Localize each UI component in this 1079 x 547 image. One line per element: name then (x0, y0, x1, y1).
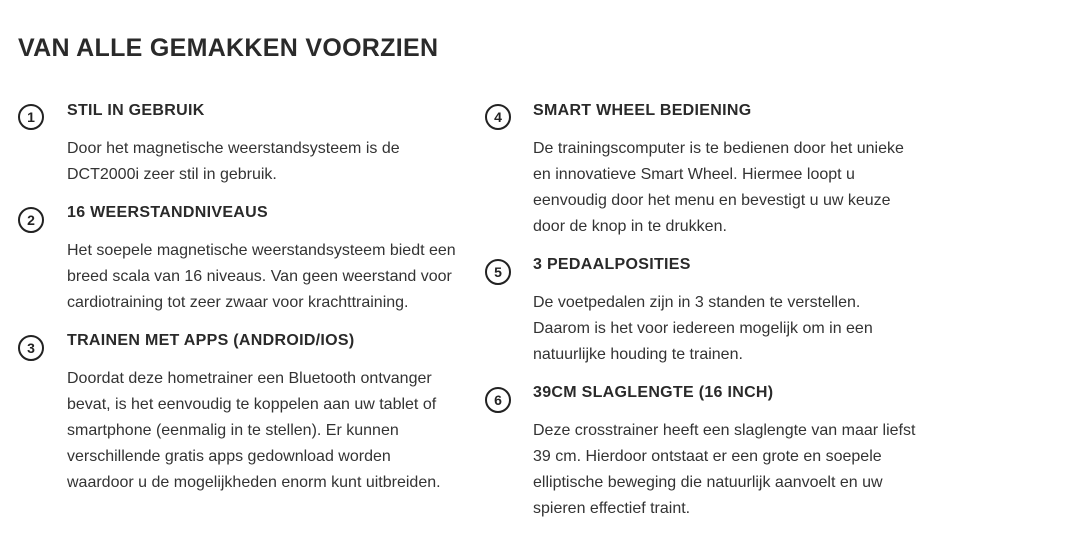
feature-title: 39CM SLAGLENGTE (16 INCH) (533, 384, 774, 401)
number-badge-5: 5 (485, 259, 511, 285)
feature-text: Het soepele magnetische weerstandsysteem biedt een breed scala van 16 niveaus. Van geen weerstand voor cardiotraining tot zeer zwaar voor krachttraining. (67, 242, 456, 311)
number-badge-1: 1 (18, 104, 44, 130)
feature-title: 16 WEERSTANDNIVEAUS (67, 204, 268, 221)
feature-title: STIL IN GEBRUIK (67, 102, 205, 119)
feature-title: TRAINEN MET APPS (ANDROID/IOS) (67, 332, 355, 349)
number-badge-4: 4 (485, 104, 511, 130)
feature-title: SMART WHEEL BEDIENING (533, 102, 752, 119)
feature-text: De trainingscomputer is te bedienen door het unieke en innovatieve Smart Wheel. Hiermee loopt u eenvoudig door het menu en bevestigt u uw keuze door de knop in te drukken. (533, 140, 904, 235)
number-badge-2: 2 (18, 207, 44, 233)
feature-text: Deze crosstrainer heeft een slaglengte van maar liefst 39 cm. Hierdoor ontstaat er een grote en soepele elliptische beweging die natuurlijk aanvoelt en uw spieren effectief traint. (533, 422, 916, 517)
feature-text: Door het magnetische weerstandsysteem is de DCT2000i zeer stil in gebruik. (67, 140, 400, 183)
feature-text: De voetpedalen zijn in 3 standen te verstellen. Daarom is het voor iedereen mogelijk om in een natuurlijke houding te trainen. (533, 294, 873, 363)
page-title: VAN ALLE GEMAKKEN VOORZIEN (18, 34, 439, 62)
number-badge-6: 6 (485, 387, 511, 413)
feature-title: 3 PEDAALPOSITIES (533, 256, 691, 273)
feature-text: Doordat deze hometrainer een Bluetooth ontvanger bevat, is het eenvoudig te koppelen aan uw tablet of smartphone (eenmalig in te stellen). Er kunnen verschillende gratis apps gedownload worden waardoor u de mogelijkheden enorm kunt uitbreiden. (67, 370, 441, 491)
number-badge-3: 3 (18, 335, 44, 361)
